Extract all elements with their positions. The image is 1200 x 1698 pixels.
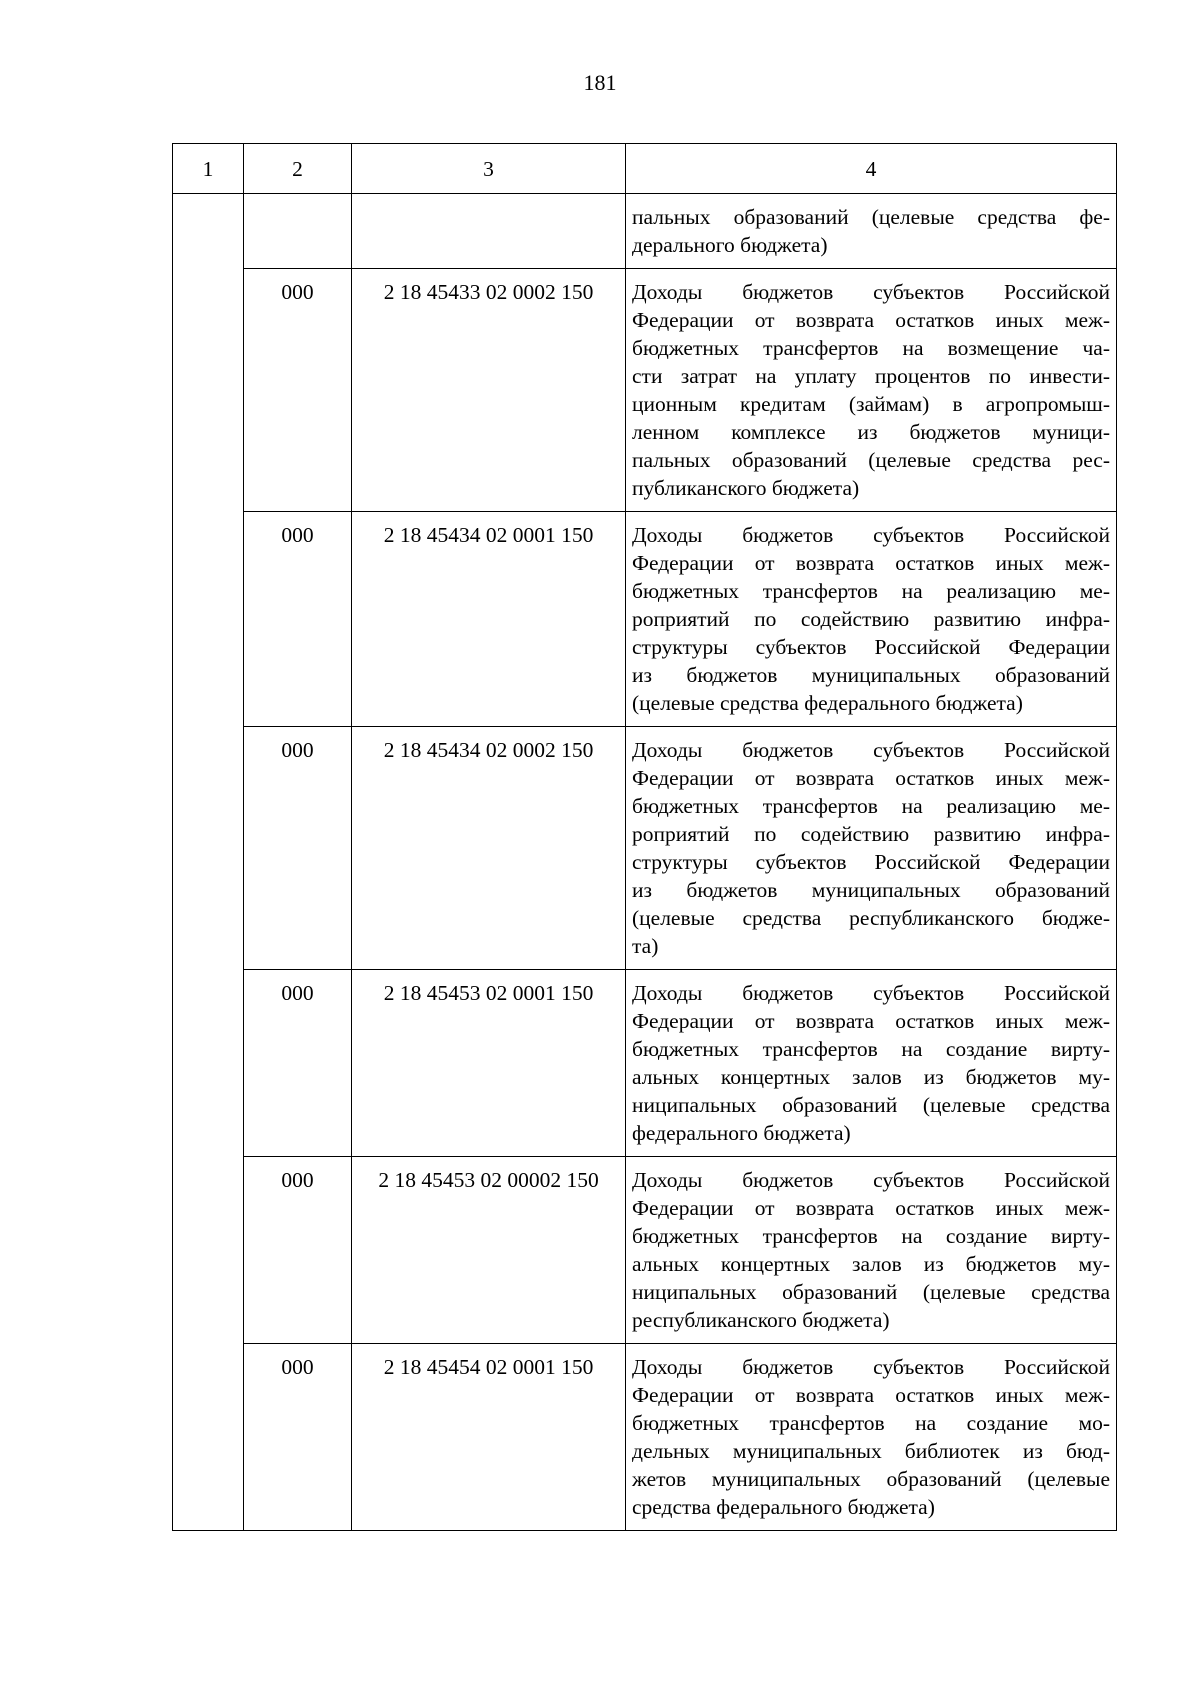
column-header-1: 1 — [173, 144, 244, 194]
row-group-cell — [173, 970, 244, 1157]
description-line: альных концертных залов из бюджетов му- — [632, 1065, 1110, 1089]
description-line: (целевые средства республиканского бюдже- — [632, 906, 1110, 930]
description-line: Федерации от возврата остатков иных меж- — [632, 1196, 1110, 1220]
description-line: из бюджетов муниципальных образований — [632, 663, 1110, 687]
description-line: бюджетных трансфертов на создание вирту- — [632, 1224, 1110, 1248]
revenue-description-cell — [626, 269, 1117, 512]
revenue-description-cell — [626, 1344, 1117, 1531]
description-line: Доходы бюджетов субъектов Российской — [632, 1168, 1110, 1192]
admin-code-cell: 000 — [244, 512, 352, 727]
budget-code-cell: 2 18 45453 02 00002 150 — [352, 1157, 626, 1344]
budget-codes-table — [172, 143, 1117, 1531]
admin-code-cell: 000 — [244, 269, 352, 512]
description-line: из бюджетов муниципальных образований — [632, 878, 1110, 902]
row-group-cell — [173, 1157, 244, 1344]
budget-code-cell: 2 18 45434 02 0001 150 — [352, 512, 626, 727]
description-line: Федерации от возврата остатков иных меж- — [632, 766, 1110, 790]
admin-code-cell: 000 — [244, 1344, 352, 1531]
revenue-description-cell — [626, 970, 1117, 1157]
description-line: федерального бюджета) — [632, 1121, 851, 1145]
description-line: средства федерального бюджета) — [632, 1495, 935, 1519]
description-line: Федерации от возврата остатков иных меж- — [632, 551, 1110, 575]
description-line: Доходы бюджетов субъектов Российской — [632, 738, 1110, 762]
description-line: Доходы бюджетов субъектов Российской — [632, 523, 1110, 547]
description-line: публиканского бюджета) — [632, 476, 860, 500]
description-line: бюджетных трансфертов на создание вирту- — [632, 1037, 1110, 1061]
revenue-description-cell — [626, 512, 1117, 727]
description-line: бюджетных трансфертов на создание мо- — [632, 1411, 1110, 1435]
description-line: ниципальных образований (целевые средства — [632, 1093, 1110, 1117]
description-line: пальных образований (целевые средства рес- — [632, 448, 1110, 472]
description-line: жетов муниципальных образований (целевые — [632, 1467, 1110, 1491]
table-row — [173, 512, 1117, 727]
table-row — [173, 194, 1117, 269]
description-line: ленном комплексе из бюджетов муници- — [632, 420, 1110, 444]
description-line: бюджетных трансфертов на реализацию ме- — [632, 579, 1110, 603]
description-line: республиканского бюджета) — [632, 1308, 890, 1332]
description-line: пальных образований (целевые средства фе- — [632, 205, 1110, 229]
description-line: Федерации от возврата остатков иных меж- — [632, 1009, 1110, 1033]
table-row — [173, 1344, 1117, 1531]
budget-code-cell: 2 18 45433 02 0002 150 — [352, 269, 626, 512]
budget-code-cell — [352, 194, 626, 269]
row-group-cell — [173, 512, 244, 727]
description-line: ционным кредитам (займам) в агропромыш- — [632, 392, 1110, 416]
description-line: ниципальных образований (целевые средства — [632, 1280, 1110, 1304]
table-row — [173, 727, 1117, 970]
table-header-row — [173, 144, 1117, 194]
description-line: Доходы бюджетов субъектов Российской — [632, 280, 1110, 304]
row-group-cell — [173, 1344, 244, 1531]
description-line: роприятий по содействию развитию инфра- — [632, 607, 1110, 631]
description-line: бюджетных трансфертов на реализацию ме- — [632, 794, 1110, 818]
description-line: дельных муниципальных библиотек из бюд- — [632, 1439, 1110, 1463]
row-group-cell — [173, 727, 244, 970]
table-body — [173, 194, 1117, 1531]
budget-code-cell: 2 18 45434 02 0002 150 — [352, 727, 626, 970]
admin-code-cell: 000 — [244, 1157, 352, 1344]
admin-code-cell: 000 — [244, 970, 352, 1157]
row-group-cell — [173, 269, 244, 512]
description-line: бюджетных трансфертов на возмещение ча- — [632, 336, 1110, 360]
admin-code-cell: 000 — [244, 727, 352, 970]
description-line: Федерации от возврата остатков иных меж- — [632, 1383, 1110, 1407]
description-line: дерального бюджета) — [632, 233, 828, 257]
description-line: сти затрат на уплату процентов по инвести- — [632, 364, 1110, 388]
table-row — [173, 970, 1117, 1157]
description-line: Федерации от возврата остатков иных меж- — [632, 308, 1110, 332]
table-row — [173, 269, 1117, 512]
description-line: та) — [632, 934, 659, 958]
column-header-4: 4 — [626, 144, 1117, 194]
budget-code-cell: 2 18 45454 02 0001 150 — [352, 1344, 626, 1531]
budget-code-cell: 2 18 45453 02 0001 150 — [352, 970, 626, 1157]
description-line: роприятий по содействию развитию инфра- — [632, 822, 1110, 846]
description-line: Доходы бюджетов субъектов Российской — [632, 981, 1110, 1005]
row-group-cell — [173, 194, 244, 269]
table-row — [173, 1157, 1117, 1344]
description-line: структуры субъектов Российской Федерации — [632, 635, 1110, 659]
revenue-description-cell — [626, 1157, 1117, 1344]
column-header-2: 2 — [244, 144, 352, 194]
admin-code-cell — [244, 194, 352, 269]
description-line: Доходы бюджетов субъектов Российской — [632, 1355, 1110, 1379]
table-header — [173, 144, 1117, 194]
description-line: (целевые средства федерального бюджета) — [632, 691, 1023, 715]
column-header-3: 3 — [352, 144, 626, 194]
description-line: альных концертных залов из бюджетов му- — [632, 1252, 1110, 1276]
description-line: структуры субъектов Российской Федерации — [632, 850, 1110, 874]
revenue-description-cell — [626, 727, 1117, 970]
page-number: 181 — [583, 70, 617, 95]
revenue-description-cell — [626, 194, 1117, 269]
